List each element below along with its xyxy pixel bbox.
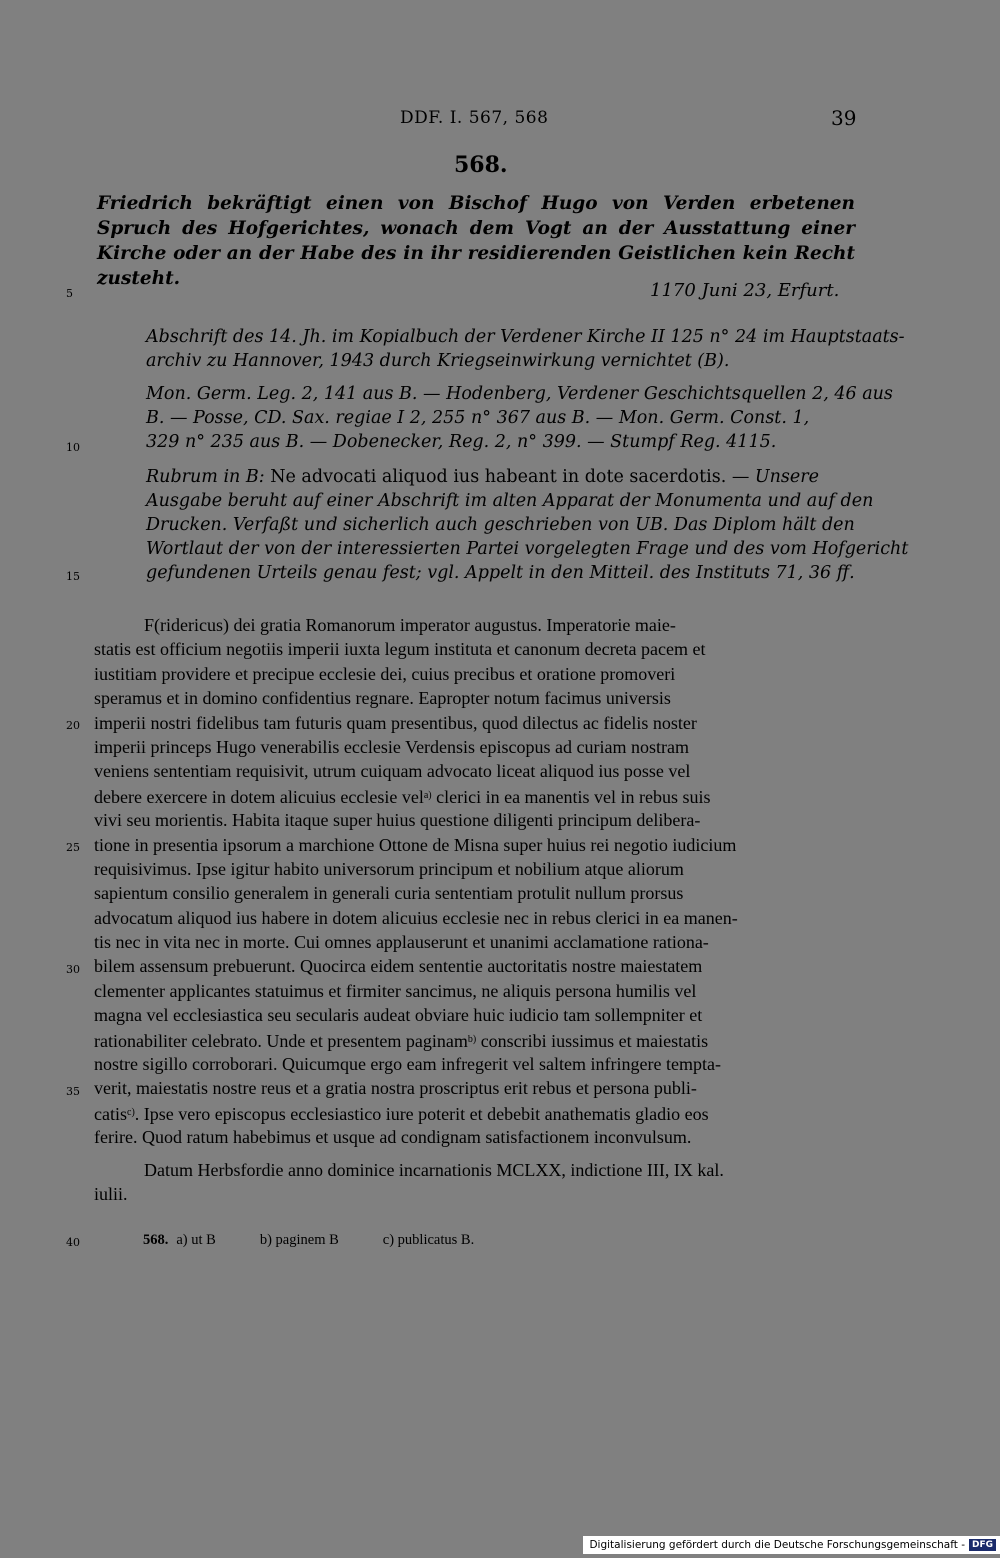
document-number: 568.: [454, 152, 508, 178]
footnote-mark-a: a): [423, 789, 432, 801]
running-header: DDF. I. 567, 568: [400, 108, 549, 128]
line-number: 30: [66, 963, 80, 976]
commentary-line: Ausgabe beruht auf einer Abschrift im alten Apparat der Monumenta und auf den: [146, 491, 874, 511]
line-number: 35: [66, 1085, 80, 1098]
commentary-line: Wortlaut der von der interessierten Partei vorgelegten Frage und des vom Hofgericht: [146, 539, 909, 559]
charter-text: [94, 613, 856, 1206]
line-number: 5: [66, 287, 73, 300]
commentary-start: Unsere: [754, 467, 819, 487]
text-line: iustitiam providere et precipue ecclesie dei, cuius precibus et oratione promoveri: [94, 663, 676, 684]
line-number: 40: [66, 1236, 80, 1249]
text-line: statis est officium negotiis imperii iuxta legum instituta et canonum decreta pacem et: [94, 639, 706, 660]
text-segment: clerici in ea manentis vel in rebus suis: [431, 786, 711, 807]
editions-line: B. — Posse, CD. Sax. regiae I 2, 255 n° 367 aus B. — Mon. Germ. Const. 1,: [146, 408, 810, 428]
regest-summary: Friedrich bekräftigt einen von Bischof Hugo von Verden erbetenen Spruch des Hofgerichtes, wonach dem Vogt an der Ausstattung einer Kirche oder an der Habe des in ihr residierenden Geistlichen kein Recht zusteht.: [97, 193, 855, 289]
tradition-line: archiv zu Hannover, 1943 durch Kriegseinwirkung vernichtet (B).: [146, 351, 730, 371]
text-line: tione in presentia ipsorum a marchione Ottone de Misna super huius rei negotio iudicium: [94, 834, 737, 855]
datum-line: Datum Herbsfordie anno dominice incarnationis MCLXX, indictione III, IX kal.: [144, 1159, 724, 1180]
text-line: [94, 1028, 856, 1052]
line-number: 15: [66, 570, 80, 583]
commentary-line: Drucken. Verfaßt und sicherlich auch geschrieben von UB. Das Diplom hält den: [146, 515, 855, 535]
footnote-a: a) ut B: [176, 1232, 216, 1248]
dfg-banner-text: Digitalisierung gefördert durch die Deutsche Forschungsgemeinschaft -: [589, 1539, 965, 1551]
footnote-mark-c: c): [127, 1106, 135, 1118]
text-line: speramus et in domino confidentius regnare. Eapropter notum facimus universis: [94, 688, 671, 709]
footnote-b: b) paginem B: [259, 1232, 339, 1248]
text-line: requisivimus. Ipse igitur habito universorum principum et nobilium atque aliorum: [94, 858, 684, 879]
text-line: F(ridericus) dei gratia Romanorum imperator augustus. Imperatorie maie-: [144, 615, 676, 635]
footnote-mark-b: b): [467, 1033, 477, 1045]
text-line: vivi seu morientis. Habita itaque super huius questione diligenti principum delibera-: [94, 810, 701, 831]
text-line: [94, 1101, 856, 1125]
text-line: imperii nostri fidelibus tam futuris quam presentibus, quod dilectus ac fidelis noster: [94, 712, 697, 733]
text-line: sapientum consilio generalem in generali curia sententiam protulit nullum prorsus: [94, 883, 684, 904]
text-line: magna vel ecclesiastica seu secularis audeat obviare huic iudicio tam sollempniter et: [94, 1005, 703, 1026]
footnote-c: c) publicatus B.: [382, 1232, 475, 1248]
footnotes: [143, 1232, 518, 1249]
text-line: veniens sententiam requisivit, utrum cuiquam advocato liceat aliquod ius posse vel: [94, 761, 691, 782]
text-line: advocatum aliquod ius habere in dotem alicuius ecclesie nec in rebus clerici in ea manen-: [94, 907, 738, 928]
text-line: verit, maiestatis nostre reus et a gratia nostra proscriptus erit rebus et persona publi-: [94, 1078, 697, 1099]
text-segment: conscribi iussimus et maiestatis: [476, 1030, 709, 1051]
editions-line: Mon. Germ. Leg. 2, 141 aus B. — Hodenberg, Verdener Geschichtsquellen 2, 46 aus: [146, 384, 893, 404]
text-segment: rationabiliter celebrato. Unde et presentem paginam: [94, 1030, 468, 1051]
text-segment: . Ipse vero episcopus ecclesiastico iure poterit et debebit anathematis gladio eos: [134, 1103, 709, 1124]
line-number: 10: [66, 441, 80, 454]
editions-note: [146, 382, 893, 454]
tradition-note: [146, 325, 905, 373]
rubrum-label: Rubrum in B:: [146, 467, 265, 487]
editions-line: 329 n° 235 aus B. — Dobenecker, Reg. 2, n° 399. — Stumpf Reg. 4115.: [146, 432, 777, 452]
dfg-banner: [583, 1536, 1000, 1554]
text-line: bilem assensum prebuerunt. Quocirca eidem sententie auctoritatis nostre maiestatem: [94, 956, 703, 977]
text-segment: catis: [94, 1103, 127, 1124]
line-number: 20: [66, 719, 80, 732]
text-line: [94, 784, 856, 808]
tradition-line: Abschrift des 14. Jh. im Kopialbuch der Verdener Kirche II 125 n° 24 im Hauptstaats-: [146, 327, 905, 347]
text-segment: debere exercere in dotem alicuius ecclesie vel: [94, 786, 424, 807]
rubrum-text: Ne advocati aliquod ius habeant in dote sacerdotis. —: [264, 467, 755, 487]
datum-line: iulii.: [94, 1183, 128, 1204]
date-place: 1170 Juni 23, Erfurt.: [650, 280, 840, 301]
text-line: imperii princeps Hugo venerabilis ecclesie Verdensis episcopus ad curiam nostram: [94, 736, 689, 757]
text-line: clementer applicantes statuimus et firmiter sancimus, ne aliquis persona humilis vel: [94, 980, 697, 1001]
text-line: nostre sigillo corroborari. Quicumque ergo eam infregerit vel saltem infringere tempta-: [94, 1054, 721, 1075]
footnote-doc-number: 568.: [143, 1232, 169, 1248]
commentary-line: [146, 465, 854, 489]
commentary-line: gefundenen Urteils genau fest; vgl. Appelt in den Mitteil. des Instituts 71, 36 ff.: [146, 563, 855, 583]
text-line: tis nec in vita nec in morte. Cui omnes applauserunt et unanimi acclamatione rationa-: [94, 932, 709, 953]
page-number: 39: [831, 106, 857, 130]
line-number: 25: [66, 841, 80, 854]
text-line: ferire. Quod ratum habebimus et usque ad condignam satisfactionem inconvulsum.: [94, 1127, 692, 1148]
commentary-note: [146, 465, 909, 585]
dfg-logo-icon: DFG: [969, 1539, 996, 1551]
